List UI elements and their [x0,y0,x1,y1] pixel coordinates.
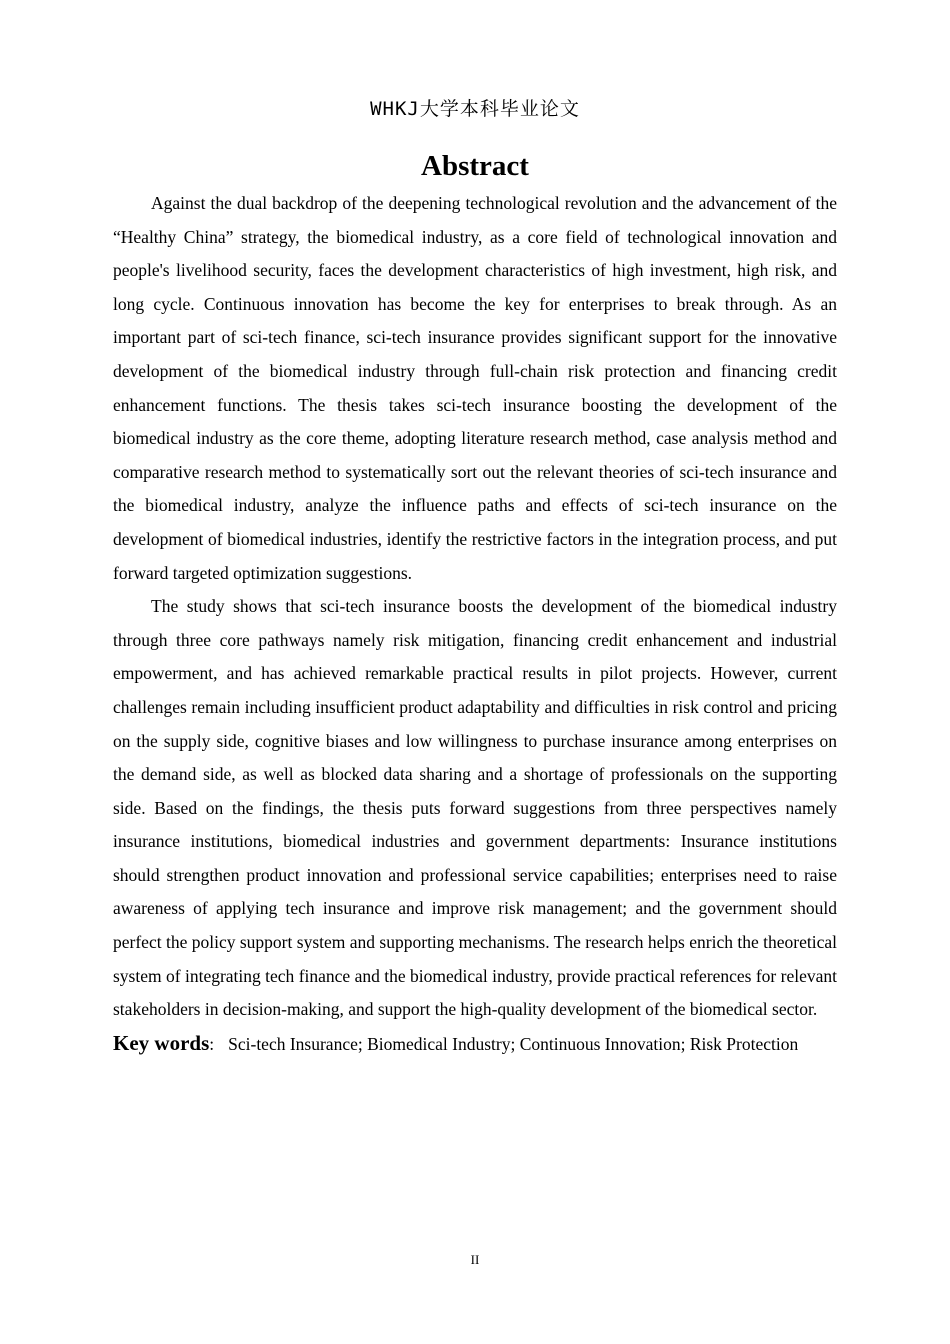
abstract-body [113,187,837,1061]
page-header: WHKJ大学本科毕业论文 [370,98,580,120]
keywords-line [113,1027,837,1062]
abstract-title: Abstract [421,150,529,182]
page-number: II [470,1252,480,1267]
abstract-paragraph-1: Against the dual backdrop of the deepening technological revolution and the advancement of the “Healthy China” strategy, the biomedical industry, as a core field of technological innovation and people's livelihood security, faces the development characteristics of high investment, high risk, and long cycle. Continuous innovation has become the key for enterprises to break through. As an important part of sci-tech finance, sci-tech insurance provides significant support for the innovative development of the biomedical industry through full-chain risk protection and financing credit enhancement functions. The thesis takes sci-tech insurance boosting the development of the biomedical industry as the core theme, adopting literature research method, case analysis method and comparative research method to systematically sort out the relevant theories of sci-tech insurance and the biomedical industry, analyze the influence paths and effects of sci-tech insurance on the development of biomedical industries, identify the restrictive factors in the integration process, and put forward targeted optimization suggestions. [113,193,837,583]
keywords-separator: : [209,1033,215,1054]
abstract-paragraph-2: The study shows that sci-tech insurance boosts the development of the biomedical industry through three core pathways namely risk mitigation, financing credit enhancement and industrial empowerment, and has achieved remarkable practical results in pilot projects. However, current challenges remain including insufficient product adaptability and difficulties in risk control and pricing on the supply side, cognitive biases and low willingness to purchase insurance among enterprises on the demand side, as well as blocked data sharing and a shortage of professionals on the supporting side. Based on the findings, the thesis puts forward suggestions from three perspectives namely insurance institutions, biomedical industries and government departments: Insurance institutions should strengthen product innovation and professional service capabilities; enterprises need to raise awareness of applying tech insurance and improve risk management; and the government should perfect the policy support system and supporting mechanisms. The research helps enrich the theoretical system of integrating tech finance and the biomedical industry, provide practical references for relevant stakeholders in decision-making, and support the high-quality development of the biomedical sector. [113,596,837,1020]
keywords-text: Sci-tech Insurance; Biomedical Industry; Continuous Innovation; Risk Protection [228,1033,799,1054]
keywords-label: Key words [113,1030,210,1055]
